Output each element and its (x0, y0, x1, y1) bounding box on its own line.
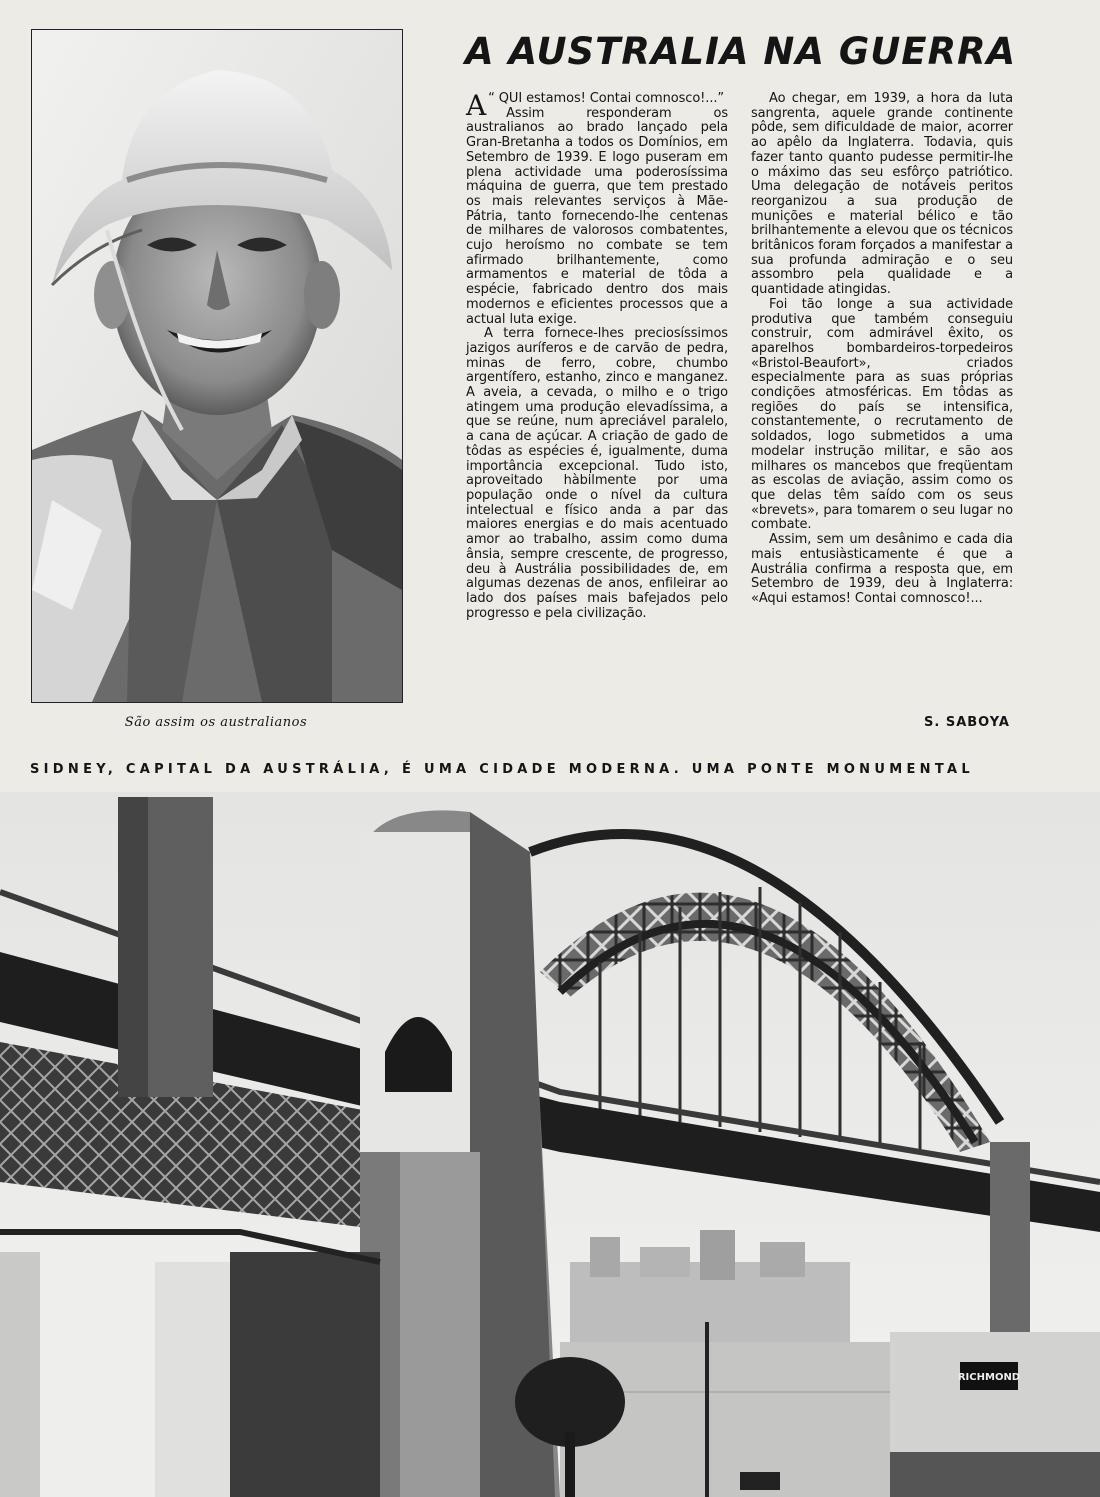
article-paragraph: A “ QUI estamos! Contai comnosco!...” (466, 89, 725, 122)
bridge-banner-caption: SIDNEY, CAPITAL DA AUSTRÁLIA, É UMA CIDADE MODERNA. UMA PONTE MONUMENTAL (30, 762, 974, 777)
drop-cap: A (466, 89, 487, 122)
article-title: A AUSTRALIA NA GUERRA (465, 30, 1017, 73)
article-byline: S. SABOYA (924, 715, 1010, 730)
soldier-portrait-photo (31, 29, 403, 703)
article-paragraph: Foi tão longe a sua actividade produtiva que também conseguiu construir, com admirável êxito, os aparelhos bombardeiros-torpedeiros «Bristol-Beaufort», criados especialmente para as suas próprias condições atmosféricas. Em tôdas as regiões do país se intensifica, constantemente, o recrutamento de soldados, logo submetidos a uma modelar instrução militar, e são aos milhares os mancebos que freqüentam as escolas de aviação, assim como os que delas têm saído com os seus «brevets», para tomarem o seu lugar no combate. (751, 296, 1013, 533)
article-paragraph: Assim, sem um desânimo e cada dia mais entusiàsticamente é que a Austrália confirma a resposta que, em Setembro de 1939, deu à Inglaterra: «Aqui estamos! Contai comnosco!... (751, 532, 1013, 606)
article-column-right (751, 92, 1013, 607)
portrait-caption: São assim os australianos (124, 715, 308, 730)
article-paragraph: Ao chegar, em 1939, a hora da luta sangrenta, aquele grande continente pôde, sem dificuldade de maior, acorrer ao apêlo da Inglaterra. Todavia, quis fazer tanto quanto pudesse permitir-lhe o máximo das seu esfôrço patriótico. Uma delegação de notáveis peritos reorganizou a sua produção de munições e material bélico e tão brilhantemente a elevou que os técnicos britânicos foram forçados a manifestar a sua profunda admiração e o seu assombro pela qualidade e a quantidade atingidas. (751, 91, 1013, 298)
article-paragraph: Assim responderam os australianos ao brado lançado pela Gran-Bretanha a todos os Domínios, em Setembro de 1939. E logo puseram em plena actividade uma poderosíssima máquina de guerra, que tem prestado os mais relevantes serviços à Mãe-Pátria, tanto fornecendo-lhe centenas de milhares de valorosos combatentes, cujo heroísmo no combate se tem afirmado brilhantemente, como armamentos e material de tôda a espécie, fabricado dentro dos mais modernos e eficientes processos que a actual luta exige. (466, 105, 728, 327)
article-paragraph: A terra fornece-lhes preciosíssimos jazigos auríferos e de carvão de pedra, minas de ferro, cobre, chumbo argentífero, estanho, zinco e manganez. A aveia, a cevada, o milho e o trigo atingem uma produção elevadíssima, a que se reúne, num apreciável paralelo, a cana de açúcar. A criação de gado de tôdas as espécies é, igualmente, duma importância excepcional. Tudo isto, aproveitado hàbilmente por uma população onde o nível da cultura intelectual e físico anda a par das maiores energias e do mais acentuado amor ao trabalho, assim como duma ânsia, sempre crescente, de progresso, deu à Austrália possibilidades de, em algumas dezenas de anos, enfileirar ao lado dos países mais bafejados pelo progresso e pela civilização. (466, 326, 728, 621)
article-column-left (466, 89, 728, 621)
bridge-illustration (0, 792, 1100, 1497)
sydney-harbour-bridge-photo (0, 792, 1100, 1497)
soldier-portrait-illustration (32, 30, 402, 702)
richmond-sign-text: RICHMOND (957, 1372, 1021, 1383)
